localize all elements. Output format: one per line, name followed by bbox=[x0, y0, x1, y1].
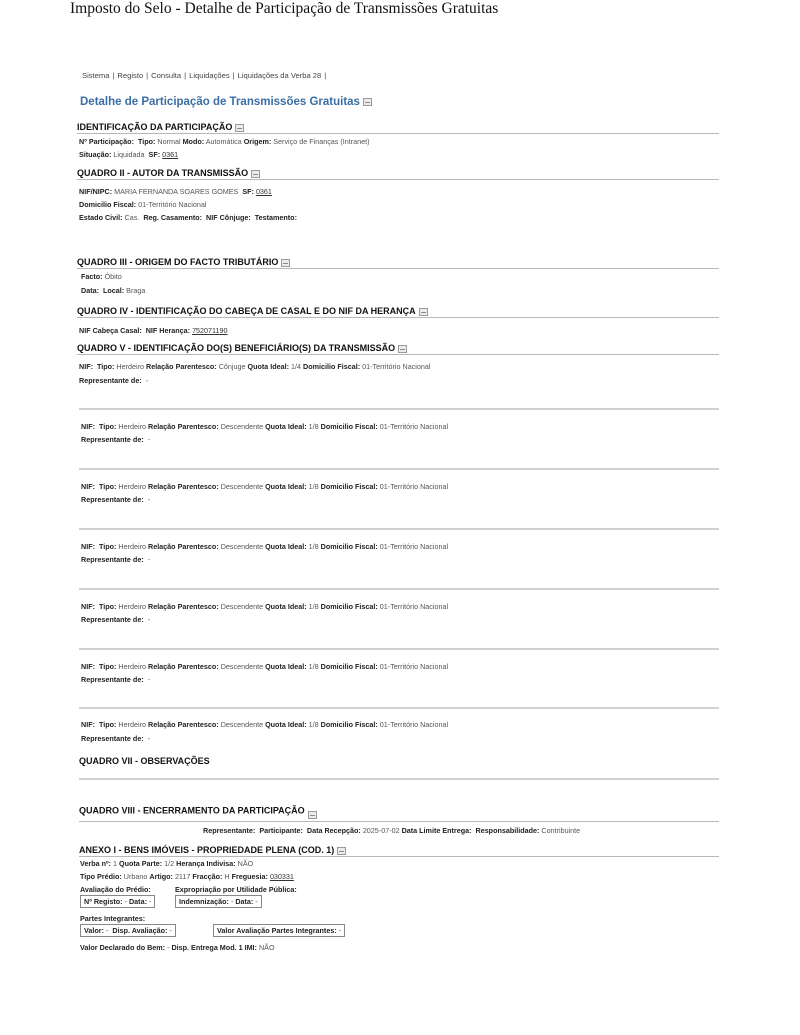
label: Valor Declarado do Bem: bbox=[80, 943, 166, 952]
disp-avaliacao-value: - bbox=[169, 926, 172, 935]
label: Artigo: bbox=[149, 872, 173, 881]
label: Freguesia: bbox=[231, 872, 268, 881]
label: Relação Parentesco: bbox=[148, 662, 219, 671]
label: Valor Avaliação Partes Integrantes: bbox=[217, 926, 337, 935]
anexo1-heading bbox=[79, 845, 346, 855]
label: NIF: bbox=[79, 362, 93, 371]
label: Representante de: bbox=[81, 495, 144, 504]
valor-avaliacao-partes-value: - bbox=[338, 926, 342, 935]
representante-value: - bbox=[147, 675, 151, 684]
avaliacao-label bbox=[80, 885, 151, 894]
data-recepcao-value: 2025-07-02 bbox=[362, 826, 400, 835]
label: Tipo: bbox=[98, 662, 117, 671]
quadro2-line-1 bbox=[79, 187, 272, 196]
data-value: - bbox=[148, 897, 152, 906]
label: Origem: bbox=[243, 137, 272, 146]
divider bbox=[79, 856, 719, 857]
print-icon[interactable] bbox=[235, 124, 244, 132]
relacao-value: Descendente bbox=[220, 482, 264, 491]
heading-text: ANEXO I - BENS IMÓVEIS - PROPRIEDADE PLENA (COD. 1) bbox=[79, 845, 335, 855]
tipo-value: Herdeiro bbox=[118, 422, 146, 431]
label: Relação Parentesco: bbox=[146, 362, 217, 371]
valor-avaliacao-partes-box bbox=[213, 924, 345, 937]
beneficiario-line-1 bbox=[81, 482, 448, 491]
label: Data Limite Entrega: bbox=[401, 826, 472, 835]
label: Relação Parentesco: bbox=[148, 602, 219, 611]
divider bbox=[77, 179, 719, 180]
quadro3-heading bbox=[77, 257, 290, 267]
label: Quota Ideal: bbox=[265, 482, 307, 491]
representante-value: - bbox=[147, 435, 151, 444]
label: NIF: bbox=[81, 720, 95, 729]
label: Avaliação do Prédio: bbox=[80, 885, 151, 894]
print-icon[interactable] bbox=[308, 811, 317, 819]
beneficiario-line-2 bbox=[79, 376, 148, 385]
divider bbox=[77, 354, 719, 355]
label: Representante de: bbox=[79, 376, 142, 385]
label: NIF Cabeça Casal: bbox=[79, 326, 142, 335]
nav-separator: | bbox=[232, 71, 235, 80]
origem-value: Serviço de Finanças (Intranet) bbox=[273, 137, 370, 146]
quadro3-line-2 bbox=[81, 286, 145, 295]
label: Facto: bbox=[81, 272, 103, 281]
divider bbox=[79, 821, 719, 822]
label: Relação Parentesco: bbox=[148, 422, 219, 431]
representante-value: - bbox=[147, 495, 151, 504]
beneficiario-line-2 bbox=[81, 734, 150, 743]
heading-text: IDENTIFICAÇÃO DA PARTICIPAÇÃO bbox=[77, 122, 233, 132]
quota-value: 1/8 bbox=[308, 662, 319, 671]
label: Quota Ideal: bbox=[265, 422, 307, 431]
valor-box bbox=[80, 924, 176, 937]
modo-value: Automática bbox=[205, 137, 242, 146]
label: Modo: bbox=[182, 137, 205, 146]
situacao-value: Liquidada bbox=[113, 150, 145, 159]
nav-separator: | bbox=[184, 71, 187, 80]
nav-separator: | bbox=[112, 71, 115, 80]
label: NIF: bbox=[81, 482, 95, 491]
nav-liquidacoes-verba-28[interactable]: Liquidações da Verba 28 bbox=[237, 71, 322, 80]
page-title-text: Detalhe de Participação de Transmissões Gratuitas bbox=[80, 96, 360, 108]
label: Herança Indivisa: bbox=[176, 859, 236, 868]
domicilio-value: 01-Território Nacional bbox=[379, 602, 449, 611]
label: Relação Parentesco: bbox=[148, 482, 219, 491]
registo-box bbox=[80, 895, 155, 908]
nav-sistema[interactable]: Sistema bbox=[82, 71, 110, 80]
label: NIF: bbox=[81, 602, 95, 611]
label: Valor: bbox=[84, 926, 104, 935]
label: Tipo: bbox=[98, 542, 117, 551]
registo-value: - bbox=[124, 897, 127, 906]
label: Relação Parentesco: bbox=[148, 720, 219, 729]
label: Data Recepção: bbox=[306, 826, 361, 835]
label: NIF: bbox=[81, 662, 95, 671]
label: Estado Civil: bbox=[79, 213, 123, 222]
identificacao-heading bbox=[77, 122, 244, 132]
label: Reg. Casamento: bbox=[143, 213, 203, 222]
heranca-indivisa-value: NÃO bbox=[237, 859, 254, 868]
label: Tipo Prédio: bbox=[80, 872, 122, 881]
beneficiario-line-1 bbox=[81, 542, 448, 551]
autor-nome: MARIA FERNANDA SOARES GOMES bbox=[114, 187, 239, 196]
label: Data: bbox=[81, 286, 99, 295]
representante-value: - bbox=[147, 555, 151, 564]
print-icon[interactable] bbox=[419, 308, 428, 316]
quota-value: 1/8 bbox=[308, 542, 319, 551]
label: NIF/NIPC: bbox=[79, 187, 113, 196]
label: Situação: bbox=[79, 150, 112, 159]
divider bbox=[79, 648, 719, 650]
tipo-value: Herdeiro bbox=[118, 482, 146, 491]
heading-text: QUADRO III - ORIGEM DO FACTO TRIBUTÁRIO bbox=[77, 257, 279, 267]
representante-value: - bbox=[145, 376, 149, 385]
label: Quota Ideal: bbox=[265, 662, 307, 671]
divider bbox=[79, 528, 719, 530]
label: Domicilio Fiscal: bbox=[320, 602, 378, 611]
anexo1-line-final bbox=[80, 943, 275, 952]
divider bbox=[79, 588, 719, 590]
relacao-value: Descendente bbox=[220, 602, 264, 611]
label: Domicilio Fiscal: bbox=[320, 720, 378, 729]
page-title bbox=[80, 96, 372, 108]
nav-registo[interactable]: Registo bbox=[117, 71, 144, 80]
divider bbox=[79, 468, 719, 470]
label: Tipo: bbox=[98, 720, 117, 729]
label: Representante: bbox=[203, 826, 256, 835]
disp-mod1-value: NÃO bbox=[258, 943, 275, 952]
identificacao-line-1 bbox=[79, 137, 370, 146]
responsabilidade-value: Contribuinte bbox=[541, 826, 581, 835]
label: Domicilio Fiscal: bbox=[320, 662, 378, 671]
label: NIF: bbox=[81, 542, 95, 551]
label: Partes Integrantes: bbox=[80, 914, 146, 923]
beneficiario-line-1 bbox=[81, 720, 448, 729]
relacao-value: Descendente bbox=[220, 720, 264, 729]
quota-value: 1/4 bbox=[291, 362, 302, 371]
indemnizacao-value: - bbox=[230, 897, 234, 906]
label: Testamento: bbox=[254, 213, 297, 222]
heading-text: QUADRO V - IDENTIFICAÇÃO DO(S) BENEFICIÁRIO(S) DA TRANSMISSÃO bbox=[77, 343, 396, 353]
label: Domicilio Fiscal: bbox=[320, 482, 378, 491]
relacao-value: Descendente bbox=[220, 662, 264, 671]
label: Domicilio Fiscal: bbox=[79, 200, 137, 209]
relacao-value: Descendente bbox=[220, 542, 264, 551]
domicilio-value: 01-Território Nacional bbox=[362, 362, 431, 371]
label: Local: bbox=[102, 286, 125, 295]
label: SF: bbox=[242, 187, 254, 196]
relacao-value: Cônjuge bbox=[218, 362, 246, 371]
document-title: Imposto do Selo - Detalhe de Participação de Transmissões Gratuitas bbox=[70, 0, 499, 17]
label: Representante de: bbox=[81, 675, 144, 684]
label: Verba nº: bbox=[80, 859, 111, 868]
domicilio-value: 01-Território Nacional bbox=[379, 720, 449, 729]
indemnizacao-box bbox=[175, 895, 262, 908]
quadro8-line-1 bbox=[203, 826, 580, 835]
identificacao-line-2 bbox=[79, 150, 178, 159]
tipo-predio-value: Urbano bbox=[123, 872, 148, 881]
quadro4-heading bbox=[77, 306, 428, 316]
quadro2-line-2 bbox=[79, 200, 206, 209]
quadro7-heading bbox=[79, 756, 210, 766]
quota-parte-value: 1/2 bbox=[164, 859, 175, 868]
label: Disp. Entrega Mod. 1 IMI: bbox=[171, 943, 257, 952]
label: Tipo: bbox=[137, 137, 156, 146]
nav-consulta[interactable]: Consulta bbox=[151, 71, 182, 80]
valor-value: - bbox=[105, 926, 109, 935]
beneficiario-line-2 bbox=[81, 555, 150, 564]
nav-liquidacoes[interactable]: Liquidações bbox=[189, 71, 230, 80]
label: Data: bbox=[128, 897, 147, 906]
top-navigation bbox=[82, 71, 329, 80]
label: NIF: bbox=[81, 422, 95, 431]
label: Quota Ideal: bbox=[265, 602, 307, 611]
divider bbox=[77, 317, 719, 318]
nav-separator: | bbox=[146, 71, 149, 80]
heading-text: QUADRO IV - IDENTIFICAÇÃO DO CABEÇA DE CASAL E DO NIF DA HERANÇA bbox=[77, 306, 416, 316]
label: Representante de: bbox=[81, 615, 144, 624]
label: NIF Herança: bbox=[145, 326, 191, 335]
tipo-value: Herdeiro bbox=[118, 720, 146, 729]
tipo-value: Normal bbox=[157, 137, 181, 146]
representante-value: - bbox=[147, 734, 151, 743]
print-icon[interactable] bbox=[337, 847, 346, 855]
label: Representante de: bbox=[81, 734, 144, 743]
quadro2-heading bbox=[77, 168, 260, 178]
heading-text: QUADRO II - AUTOR DA TRANSMISSÃO bbox=[77, 168, 249, 178]
label: Indemnização: bbox=[179, 897, 229, 906]
label: Expropriação por Utilidade Pública: bbox=[175, 885, 297, 894]
label: Tipo: bbox=[96, 362, 115, 371]
beneficiario-line-1 bbox=[81, 602, 448, 611]
label: Responsabilidade: bbox=[475, 826, 540, 835]
label: Domicilio Fiscal: bbox=[303, 362, 361, 371]
beneficiario-line-2 bbox=[81, 615, 150, 624]
representante-value: - bbox=[147, 615, 151, 624]
quadro5-heading bbox=[77, 343, 407, 353]
label: Nº Registo: bbox=[84, 897, 123, 906]
label: Quota Ideal: bbox=[247, 362, 290, 371]
label: Quota Ideal: bbox=[265, 542, 307, 551]
beneficiario-line-1 bbox=[79, 362, 430, 371]
label: Quota Ideal: bbox=[265, 720, 307, 729]
label: Tipo: bbox=[98, 602, 117, 611]
artigo-value: 2117 bbox=[174, 872, 191, 881]
divider bbox=[79, 778, 719, 780]
data-value: - bbox=[255, 897, 258, 906]
sf-link[interactable]: 0361 bbox=[162, 150, 179, 159]
label: Relação Parentesco: bbox=[148, 542, 219, 551]
label: Representante de: bbox=[81, 555, 144, 564]
domicilio-value: 01-Território Nacional bbox=[379, 422, 449, 431]
label: Participante: bbox=[259, 826, 303, 835]
quadro2-line-3 bbox=[79, 213, 297, 222]
tipo-value: Herdeiro bbox=[116, 362, 144, 371]
fraccao-value: H bbox=[224, 872, 230, 881]
divider bbox=[77, 268, 719, 269]
label: Disp. Avaliação: bbox=[112, 926, 168, 935]
heading-text: QUADRO VIII - ENCERRAMENTO DA PARTICIPAÇÃO bbox=[79, 805, 305, 816]
beneficiario-line-1 bbox=[81, 662, 448, 671]
quota-value: 1/8 bbox=[308, 482, 319, 491]
freguesia-link[interactable]: 030331 bbox=[269, 872, 294, 881]
label: Nº Participação: bbox=[79, 137, 134, 146]
beneficiario-line-2 bbox=[81, 435, 150, 444]
facto-value: Óbito bbox=[104, 272, 122, 281]
domicilio-value: 01-Território Nacional bbox=[379, 482, 449, 491]
partes-label bbox=[80, 914, 145, 923]
divider bbox=[79, 408, 719, 410]
label: NIF Cônjuge: bbox=[206, 213, 251, 222]
quadro4-line-1 bbox=[79, 326, 228, 335]
print-icon[interactable] bbox=[251, 170, 260, 178]
label: SF: bbox=[148, 150, 161, 159]
label: Quota Parte: bbox=[119, 859, 163, 868]
tipo-value: Herdeiro bbox=[118, 542, 146, 551]
label: Fracção: bbox=[192, 872, 223, 881]
sf-link[interactable]: 0361 bbox=[255, 187, 272, 196]
domicilio-value: 01-Território Nacional bbox=[138, 200, 207, 209]
nif-heranca-link[interactable]: 752071190 bbox=[192, 326, 228, 335]
divider bbox=[77, 133, 719, 134]
label: Tipo: bbox=[98, 482, 117, 491]
tipo-value: Herdeiro bbox=[118, 662, 146, 671]
beneficiario-line-2 bbox=[81, 675, 150, 684]
nav-separator: | bbox=[324, 71, 327, 80]
quadro8-heading bbox=[79, 803, 317, 819]
domicilio-value: 01-Território Nacional bbox=[379, 542, 449, 551]
print-icon[interactable] bbox=[281, 259, 290, 267]
local-value: Braga bbox=[126, 286, 146, 295]
heading-text: QUADRO VII - OBSERVAÇÕES bbox=[79, 756, 210, 766]
anexo1-line-2 bbox=[80, 872, 294, 881]
estado-civil-value: Cas. bbox=[124, 213, 140, 222]
quota-value: 1/8 bbox=[308, 602, 319, 611]
quadro3-line-1 bbox=[81, 272, 122, 281]
label: Domicilio Fiscal: bbox=[320, 542, 378, 551]
domicilio-value: 01-Território Nacional bbox=[379, 662, 449, 671]
expropriacao-label bbox=[175, 885, 297, 894]
print-icon[interactable] bbox=[363, 98, 372, 106]
tipo-value: Herdeiro bbox=[118, 602, 146, 611]
label: Representante de: bbox=[81, 435, 144, 444]
label: Tipo: bbox=[98, 422, 117, 431]
label: Data: bbox=[235, 897, 254, 906]
divider bbox=[79, 707, 719, 709]
relacao-value: Descendente bbox=[220, 422, 264, 431]
beneficiario-line-1 bbox=[81, 422, 448, 431]
quota-value: 1/8 bbox=[308, 720, 319, 729]
anexo1-line-1 bbox=[80, 859, 253, 868]
label: Domicilio Fiscal: bbox=[320, 422, 378, 431]
verba-value: 1 bbox=[113, 859, 117, 868]
valor-declarado-value: - bbox=[167, 943, 170, 952]
quota-value: 1/8 bbox=[308, 422, 319, 431]
print-icon[interactable] bbox=[398, 345, 407, 353]
beneficiario-line-2 bbox=[81, 495, 150, 504]
